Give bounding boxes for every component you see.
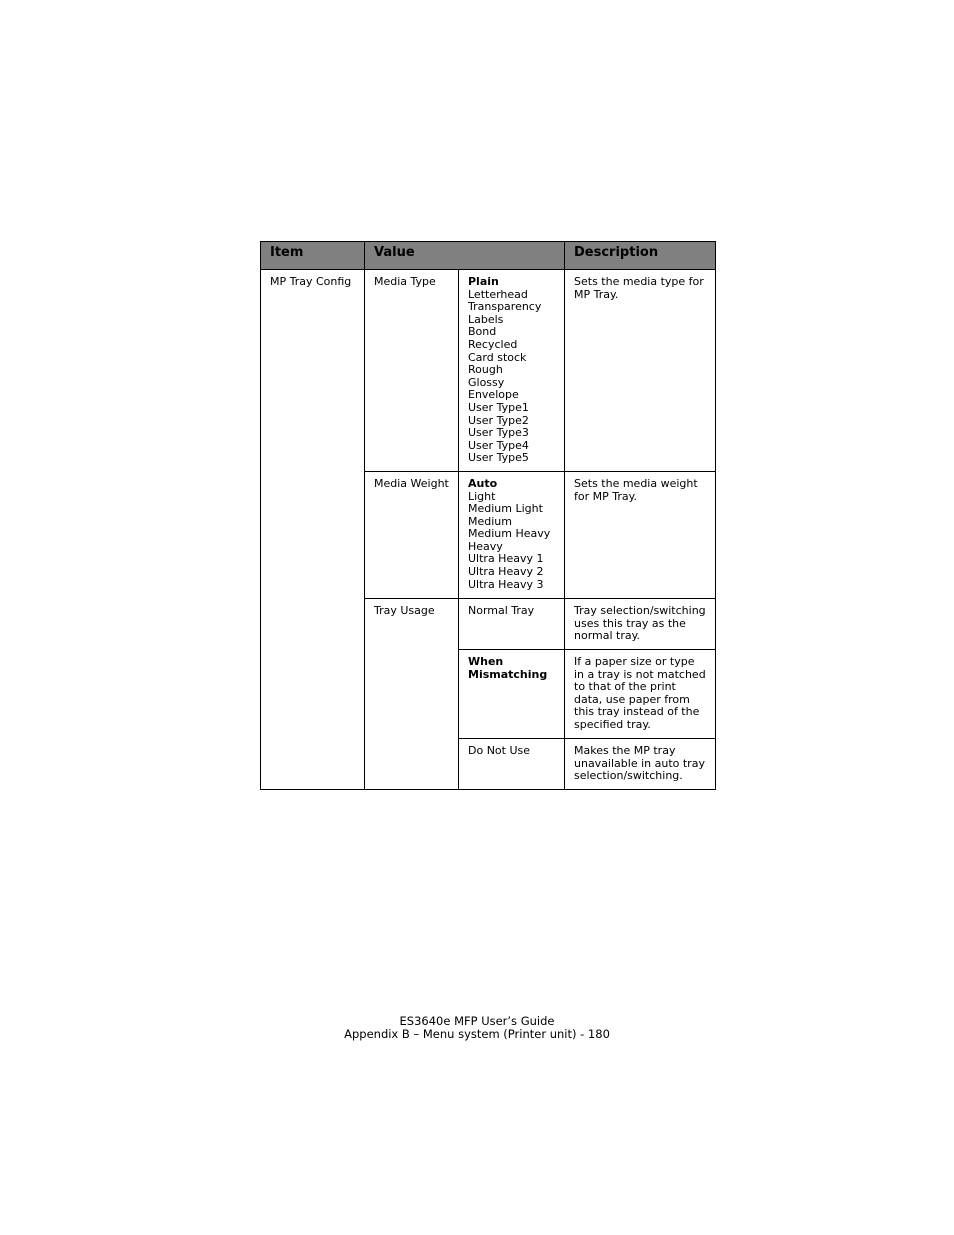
option: Medium Heavy [468,527,551,541]
tray-usage-label: Tray Usage [365,598,459,789]
option: Labels [468,312,504,326]
page-footer [0,1015,954,1041]
option-default: Plain [468,275,499,288]
tray-usage-value-default [459,649,565,738]
table-row [261,270,716,472]
option: Light [468,489,496,503]
media-weight-description: Sets the media weight for MP Tray. [565,471,716,598]
tray-usage-description: Tray selection/switching uses this tray as the normal tray. [565,598,716,649]
table-header-row [261,242,716,270]
option: Ultra Heavy 3 [468,577,544,591]
header-item: Item [261,242,365,270]
tray-usage-value: Normal Tray [459,598,565,649]
option: Ultra Heavy 1 [468,552,544,566]
media-type-options [459,270,565,472]
option-default: Auto [468,476,498,490]
footer-guide-title: ES3640e MFP User’s Guide [399,1014,555,1028]
option: User Type2 [468,413,529,427]
header-description: Description [565,242,716,270]
option: Glossy [468,375,505,389]
option: Medium Light [468,502,543,516]
option: Letterhead [468,287,528,301]
tray-usage-description: Makes the MP tray unavailable in auto tray selection/switching. [565,738,716,789]
option: Ultra Heavy 2 [468,565,544,579]
menu-table [260,241,716,790]
tray-usage-description: If a paper size or type in a tray is not matched to that of the print data, use paper from this tray instead of the specified tray. [565,649,716,738]
option: Bond [468,325,497,339]
option: User Type1 [468,400,529,414]
option: Recycled [468,337,518,351]
footer-page-reference: Appendix B – Menu system (Printer unit) - 180 [344,1027,610,1041]
header-value: Value [365,242,565,270]
media-type-label: Media Type [365,270,459,472]
option: User Type4 [468,438,529,452]
option: Envelope [468,388,519,402]
option-default: When Mismatching [468,654,548,681]
media-weight-options [459,471,565,598]
option: Medium [468,514,512,528]
option: Rough [468,363,503,377]
option: Transparency [468,300,542,314]
tray-usage-value: Do Not Use [459,738,565,789]
option: Heavy [468,539,503,553]
option: Card stock [468,350,527,364]
item-cell: MP Tray Config [261,270,365,790]
media-type-description: Sets the media type for MP Tray. [565,270,716,472]
option: User Type3 [468,426,529,440]
option: User Type5 [468,451,529,465]
media-weight-label: Media Weight [365,471,459,598]
